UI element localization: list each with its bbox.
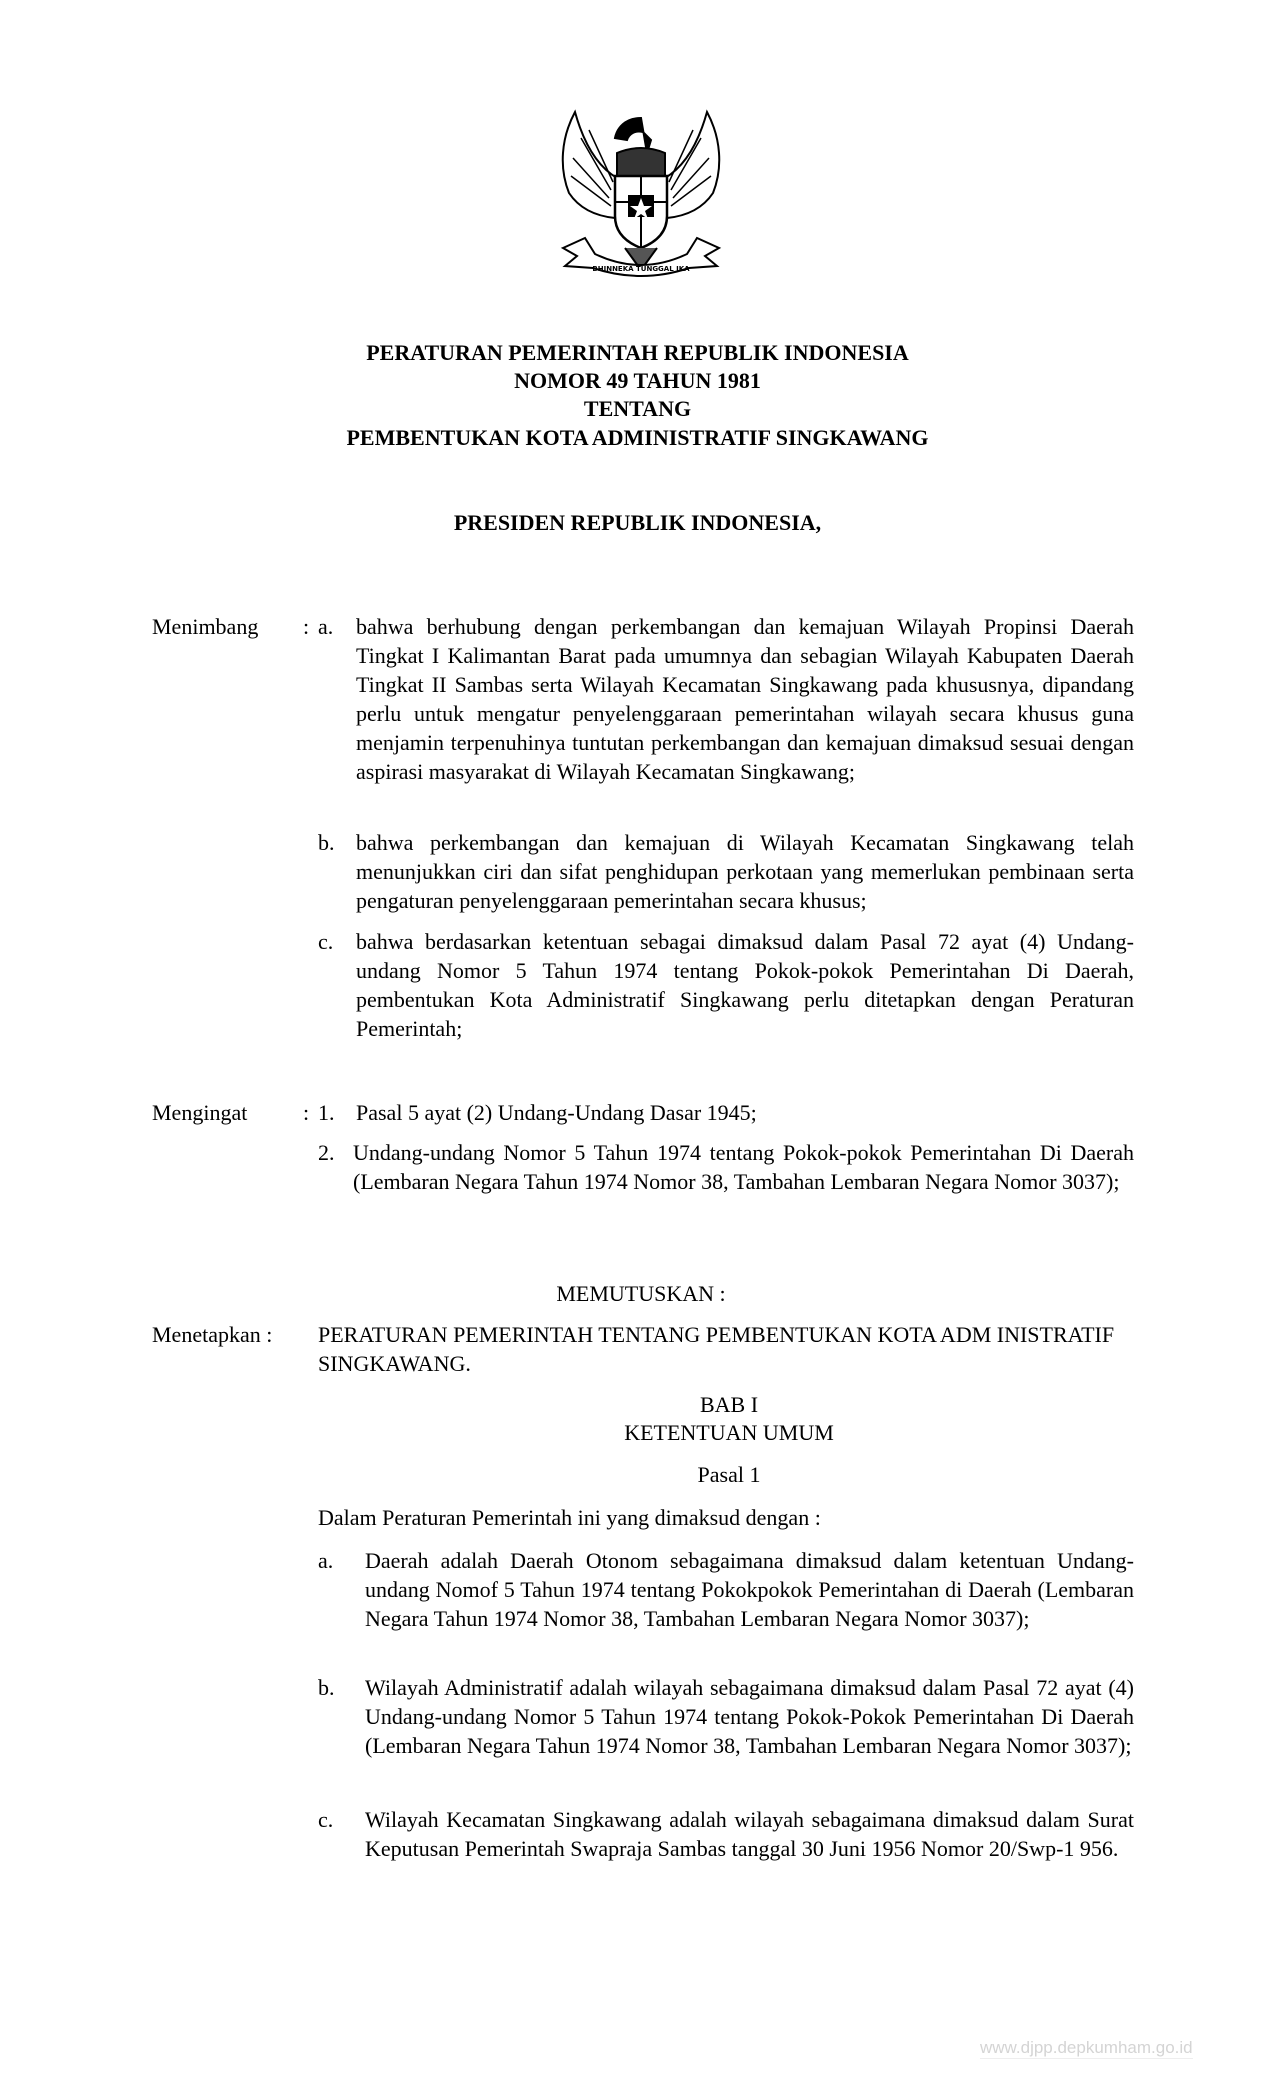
- menetapkan-label: Menetapkan :: [152, 1322, 273, 1347]
- menimbang-marker-b: b.: [318, 830, 335, 855]
- mengingat-label: Mengingat: [152, 1100, 248, 1125]
- bab-title: KETENTUAN UMUM: [624, 1420, 834, 1445]
- pasal-title: Pasal 1: [697, 1462, 761, 1487]
- pasal-intro: Dalam Peraturan Pemerintah ini yang dimaksud dengan :: [318, 1505, 821, 1530]
- pasal-item-a: Daerah adalah Daerah Otonom sebagaimana dimaksud dalam ketentuan Undang-undang Nomof 5 Tahun 1974 tentang Pokokpokok Pemerintahan di Daerah (Lembaran Negara Tahun 1974 Nomor 38, Tambahan Lembaran Negara Nomor 3037);: [365, 1548, 1134, 1631]
- menetapkan-text: PERATURAN PEMERINTAH TENTANG PEMBENTUKAN KOTA ADM INISTRATIF SINGKAWANG.: [318, 1322, 1115, 1376]
- mengingat-marker-2: 2.: [318, 1140, 335, 1165]
- doc-tentang: TENTANG: [583, 396, 692, 421]
- mengingat-colon: :: [303, 1100, 310, 1125]
- menimbang-marker-a: a.: [318, 614, 334, 639]
- doc-number: NOMOR 49 TAHUN 1981: [514, 368, 761, 393]
- garuda-emblem-icon: [555, 98, 727, 286]
- menimbang-item-c: bahwa berdasarkan ketentuan sebagai dimaksud dalam Pasal 72 ayat (4) Undang-undang Nomor 5 Tahun 1974 tentang Pokok-pokok Pemerintahan Di Daerah, pembentukan Kota Administratif Singkawang perlu ditetapkan dengan Peraturan Pemerintah;: [356, 929, 1134, 1041]
- pasal-marker-a: a.: [318, 1548, 334, 1573]
- mengingat-item-1: Pasal 5 ayat (2) Undang-Undang Dasar 1945;: [356, 1100, 757, 1125]
- mengingat-item-2: Undang-undang Nomor 5 Tahun 1974 tentang Pokok-pokok Pemerintahan Di Daerah (Lembaran Negara Tahun 1974 Nomor 38, Tambahan Lembaran Negara Nomor 3037);: [353, 1140, 1134, 1194]
- menimbang-item-b: bahwa perkembangan dan kemajuan di Wilayah Kecamatan Singkawang telah menunjukkan ciri dan sifat penghidupan perkotaan yang memerlukan pembinaan serta pengaturan penyelenggaraan pemerintahan secara khusus;: [356, 830, 1134, 913]
- memutuskan-heading: MEMUTUSKAN :: [556, 1281, 726, 1306]
- pasal-marker-c: c.: [318, 1807, 334, 1832]
- menimbang-item-a: bahwa berhubung dengan perkembangan dan kemajuan Wilayah Propinsi Daerah Tingkat I Kalimantan Barat pada umumnya dan sebagian Wilayah Kabupaten Daerah Tingkat II Sambas serta Wilayah Kecamatan Singkawang pada khususnya, dipandang perlu untuk mengatur penyelenggaraan pemerintahan wilayah secara khusus guna menjamin terpenuhinya tuntutan perkembangan dan kemajuan dimaksud sesuai dengan aspirasi masyarakat di Wilayah Kecamatan Singkawang;: [356, 614, 1134, 784]
- mengingat-marker-1: 1.: [318, 1100, 335, 1125]
- president-heading: PRESIDEN REPUBLIK INDONESIA,: [453, 510, 822, 535]
- menimbang-label: Menimbang: [152, 614, 259, 639]
- pasal-item-c: Wilayah Kecamatan Singkawang adalah wilayah sebagaimana dimaksud dalam Surat Keputusan Pemerintah Swapraja Sambas tanggal 30 Juni 1956 Nomor 20/Swp-1 956.: [365, 1807, 1134, 1861]
- bab-number: BAB I: [699, 1392, 759, 1417]
- pasal-item-b: Wilayah Administratif adalah wilayah sebagaimana dimaksud dalam Pasal 72 ayat (4) Undang-undang Nomor 5 Tahun 1974 tentang Pokok-Pokok Pemerintahan Di Daerah (Lembaran Negara Tahun 1974 Nomor 38, Tambahan Lembaran Negara Nomor 3037);: [365, 1675, 1134, 1758]
- menimbang-marker-c: c.: [318, 929, 334, 954]
- svg-text:BHINNEKA TUNGGAL IKA: BHINNEKA TUNGGAL IKA: [592, 265, 690, 273]
- website-watermark: www.djpp.depkumham.go.id: [980, 2038, 1193, 2057]
- menimbang-colon: :: [303, 614, 310, 639]
- pasal-marker-b: b.: [318, 1675, 335, 1700]
- doc-subject: PEMBENTUKAN KOTA ADMINISTRATIF SINGKAWANG: [346, 425, 929, 450]
- doc-title-line1: PERATURAN PEMERINTAH REPUBLIK INDONESIA: [366, 340, 909, 365]
